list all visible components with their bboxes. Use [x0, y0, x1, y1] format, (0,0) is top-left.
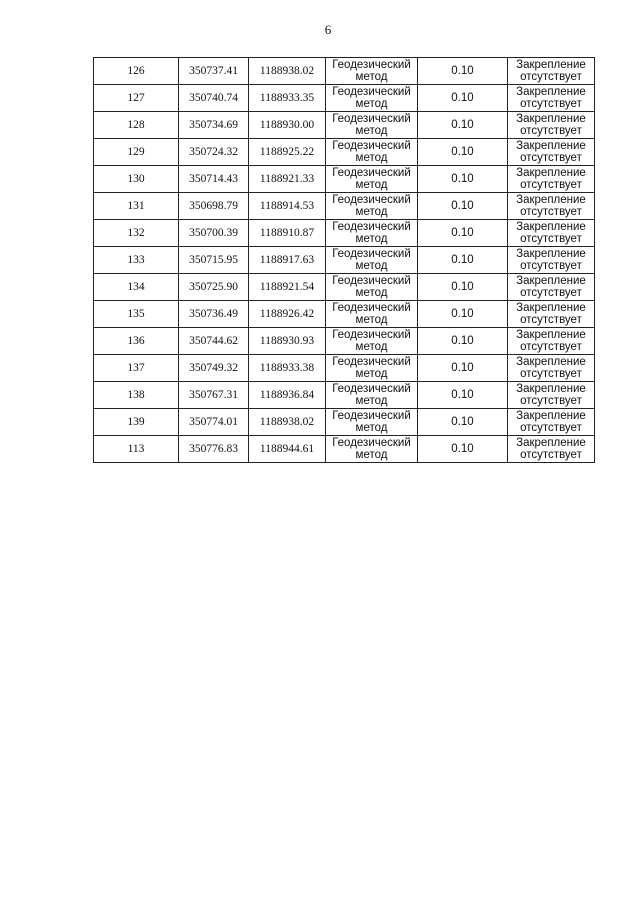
table-row — [94, 409, 595, 436]
fixation-cell — [508, 166, 595, 193]
method-cell — [326, 382, 418, 409]
method-line-1: Геодезический — [332, 302, 411, 314]
table-row — [94, 247, 595, 274]
fixation-line-2: отсутствует — [520, 422, 582, 434]
method-line-1: Геодезический — [332, 248, 411, 260]
method-line-1: Геодезический — [332, 167, 411, 179]
point-number-cell: 126 — [94, 58, 179, 85]
table-row — [94, 58, 595, 85]
accuracy-cell: 0.10 — [418, 355, 508, 382]
y-coordinate-cell: 1188938.02 — [249, 409, 326, 436]
fixation-line-1: Закрепление — [516, 167, 586, 179]
fixation-line-2: отсутствует — [520, 98, 582, 110]
fixation-line-1: Закрепление — [516, 140, 586, 152]
point-number-cell: 137 — [94, 355, 179, 382]
table-row — [94, 301, 595, 328]
method-line-1: Геодезический — [332, 113, 411, 125]
fixation-cell — [508, 85, 595, 112]
point-number-cell: 134 — [94, 274, 179, 301]
method-line-1: Геодезический — [332, 356, 411, 368]
fixation-line-1: Закрепление — [516, 194, 586, 206]
method-cell — [326, 247, 418, 274]
table-row — [94, 328, 595, 355]
y-coordinate-cell: 1188925.22 — [249, 139, 326, 166]
fixation-cell — [508, 58, 595, 85]
method-cell — [326, 220, 418, 247]
method-line-2: метод — [355, 152, 388, 164]
y-coordinate-cell: 1188921.33 — [249, 166, 326, 193]
y-coordinate-cell: 1188910.87 — [249, 220, 326, 247]
method-line-2: метод — [355, 314, 388, 326]
fixation-cell — [508, 301, 595, 328]
accuracy-cell: 0.10 — [418, 328, 508, 355]
fixation-line-1: Закрепление — [516, 383, 586, 395]
y-coordinate-cell: 1188914.53 — [249, 193, 326, 220]
table-row — [94, 112, 595, 139]
fixation-cell — [508, 328, 595, 355]
point-number-cell: 133 — [94, 247, 179, 274]
fixation-line-1: Закрепление — [516, 275, 586, 287]
fixation-line-1: Закрепление — [516, 356, 586, 368]
x-coordinate-cell: 350767.31 — [179, 382, 249, 409]
fixation-line-1: Закрепление — [516, 329, 586, 341]
y-coordinate-cell: 1188921.54 — [249, 274, 326, 301]
fixation-cell — [508, 220, 595, 247]
point-number-cell: 127 — [94, 85, 179, 112]
point-number-cell: 135 — [94, 301, 179, 328]
table-row — [94, 274, 595, 301]
method-line-2: метод — [355, 71, 388, 83]
fixation-line-2: отсутствует — [520, 341, 582, 353]
table-row — [94, 220, 595, 247]
table-row — [94, 436, 595, 463]
x-coordinate-cell: 350725.90 — [179, 274, 249, 301]
accuracy-cell: 0.10 — [418, 193, 508, 220]
accuracy-cell: 0.10 — [418, 85, 508, 112]
x-coordinate-cell: 350734.69 — [179, 112, 249, 139]
fixation-cell — [508, 382, 595, 409]
fixation-line-1: Закрепление — [516, 221, 586, 233]
method-line-2: метод — [355, 98, 388, 110]
accuracy-cell: 0.10 — [418, 436, 508, 463]
accuracy-cell: 0.10 — [418, 382, 508, 409]
fixation-line-2: отсутствует — [520, 125, 582, 137]
page-number: 6 — [324, 22, 332, 37]
method-cell — [326, 193, 418, 220]
point-number-cell: 129 — [94, 139, 179, 166]
table-row — [94, 193, 595, 220]
fixation-line-1: Закрепление — [516, 302, 586, 314]
x-coordinate-cell: 350715.95 — [179, 247, 249, 274]
x-coordinate-cell: 350737.41 — [179, 58, 249, 85]
method-line-1: Геодезический — [332, 410, 411, 422]
accuracy-cell: 0.10 — [418, 247, 508, 274]
fixation-line-2: отсутствует — [520, 449, 582, 461]
fixation-line-2: отсутствует — [520, 287, 582, 299]
x-coordinate-cell: 350700.39 — [179, 220, 249, 247]
method-line-2: метод — [355, 422, 388, 434]
y-coordinate-cell: 1188930.00 — [249, 112, 326, 139]
method-cell — [326, 436, 418, 463]
accuracy-cell: 0.10 — [418, 220, 508, 247]
fixation-cell — [508, 247, 595, 274]
fixation-cell — [508, 193, 595, 220]
accuracy-cell: 0.10 — [418, 112, 508, 139]
x-coordinate-cell: 350714.43 — [179, 166, 249, 193]
method-line-2: метод — [355, 368, 388, 380]
x-coordinate-cell: 350698.79 — [179, 193, 249, 220]
accuracy-cell: 0.10 — [418, 166, 508, 193]
y-coordinate-cell: 1188938.02 — [249, 58, 326, 85]
accuracy-cell: 0.10 — [418, 58, 508, 85]
table-row — [94, 355, 595, 382]
fixation-line-1: Закрепление — [516, 248, 586, 260]
x-coordinate-cell: 350776.83 — [179, 436, 249, 463]
fixation-line-2: отсутствует — [520, 152, 582, 164]
method-cell — [326, 328, 418, 355]
fixation-line-1: Закрепление — [516, 410, 586, 422]
fixation-line-2: отсутствует — [520, 260, 582, 272]
method-cell — [326, 274, 418, 301]
fixation-line-1: Закрепление — [516, 437, 586, 449]
method-cell — [326, 301, 418, 328]
point-number-cell: 131 — [94, 193, 179, 220]
method-line-2: метод — [355, 260, 388, 272]
table-row — [94, 139, 595, 166]
x-coordinate-cell: 350774.01 — [179, 409, 249, 436]
table-row — [94, 85, 595, 112]
method-line-1: Геодезический — [332, 86, 411, 98]
y-coordinate-cell: 1188933.35 — [249, 85, 326, 112]
method-line-1: Геодезический — [332, 59, 411, 71]
accuracy-cell: 0.10 — [418, 301, 508, 328]
method-cell — [326, 85, 418, 112]
method-line-2: метод — [355, 287, 388, 299]
point-number-cell: 139 — [94, 409, 179, 436]
accuracy-cell: 0.10 — [418, 274, 508, 301]
y-coordinate-cell: 1188944.61 — [249, 436, 326, 463]
coordinates-table — [93, 57, 595, 463]
method-line-2: метод — [355, 179, 388, 191]
accuracy-cell: 0.10 — [418, 409, 508, 436]
method-cell — [326, 355, 418, 382]
method-cell — [326, 166, 418, 193]
fixation-line-2: отсутствует — [520, 71, 582, 83]
method-line-2: метод — [355, 125, 388, 137]
accuracy-cell: 0.10 — [418, 139, 508, 166]
x-coordinate-cell: 350749.32 — [179, 355, 249, 382]
point-number-cell: 132 — [94, 220, 179, 247]
method-line-1: Геодезический — [332, 329, 411, 341]
fixation-line-1: Закрепление — [516, 86, 586, 98]
fixation-cell — [508, 409, 595, 436]
x-coordinate-cell: 350744.62 — [179, 328, 249, 355]
coordinates-table-body — [94, 58, 595, 463]
fixation-cell — [508, 436, 595, 463]
method-line-2: метод — [355, 341, 388, 353]
fixation-cell — [508, 112, 595, 139]
method-line-2: метод — [355, 395, 388, 407]
method-cell — [326, 112, 418, 139]
method-line-2: метод — [355, 206, 388, 218]
x-coordinate-cell: 350724.32 — [179, 139, 249, 166]
method-line-1: Геодезический — [332, 194, 411, 206]
method-line-1: Геодезический — [332, 140, 411, 152]
point-number-cell: 138 — [94, 382, 179, 409]
fixation-line-2: отсутствует — [520, 395, 582, 407]
x-coordinate-cell: 350740.74 — [179, 85, 249, 112]
fixation-line-2: отсутствует — [520, 206, 582, 218]
point-number-cell: 113 — [94, 436, 179, 463]
point-number-cell: 130 — [94, 166, 179, 193]
fixation-cell — [508, 139, 595, 166]
method-line-1: Геодезический — [332, 275, 411, 287]
method-line-1: Геодезический — [332, 383, 411, 395]
y-coordinate-cell: 1188930.93 — [249, 328, 326, 355]
y-coordinate-cell: 1188917.63 — [249, 247, 326, 274]
point-number-cell: 136 — [94, 328, 179, 355]
method-line-1: Геодезический — [332, 437, 411, 449]
method-line-1: Геодезический — [332, 221, 411, 233]
method-cell — [326, 409, 418, 436]
point-number-cell: 128 — [94, 112, 179, 139]
table-row — [94, 382, 595, 409]
x-coordinate-cell: 350736.49 — [179, 301, 249, 328]
fixation-cell — [508, 355, 595, 382]
method-line-2: метод — [355, 449, 388, 461]
fixation-cell — [508, 274, 595, 301]
method-cell — [326, 58, 418, 85]
table-row — [94, 166, 595, 193]
method-line-2: метод — [355, 233, 388, 245]
fixation-line-2: отсутствует — [520, 368, 582, 380]
y-coordinate-cell: 1188933.38 — [249, 355, 326, 382]
fixation-line-1: Закрепление — [516, 59, 586, 71]
fixation-line-1: Закрепление — [516, 113, 586, 125]
fixation-line-2: отсутствует — [520, 179, 582, 191]
y-coordinate-cell: 1188936.84 — [249, 382, 326, 409]
fixation-line-2: отсутствует — [520, 233, 582, 245]
method-cell — [326, 139, 418, 166]
fixation-line-2: отсутствует — [520, 314, 582, 326]
y-coordinate-cell: 1188926.42 — [249, 301, 326, 328]
